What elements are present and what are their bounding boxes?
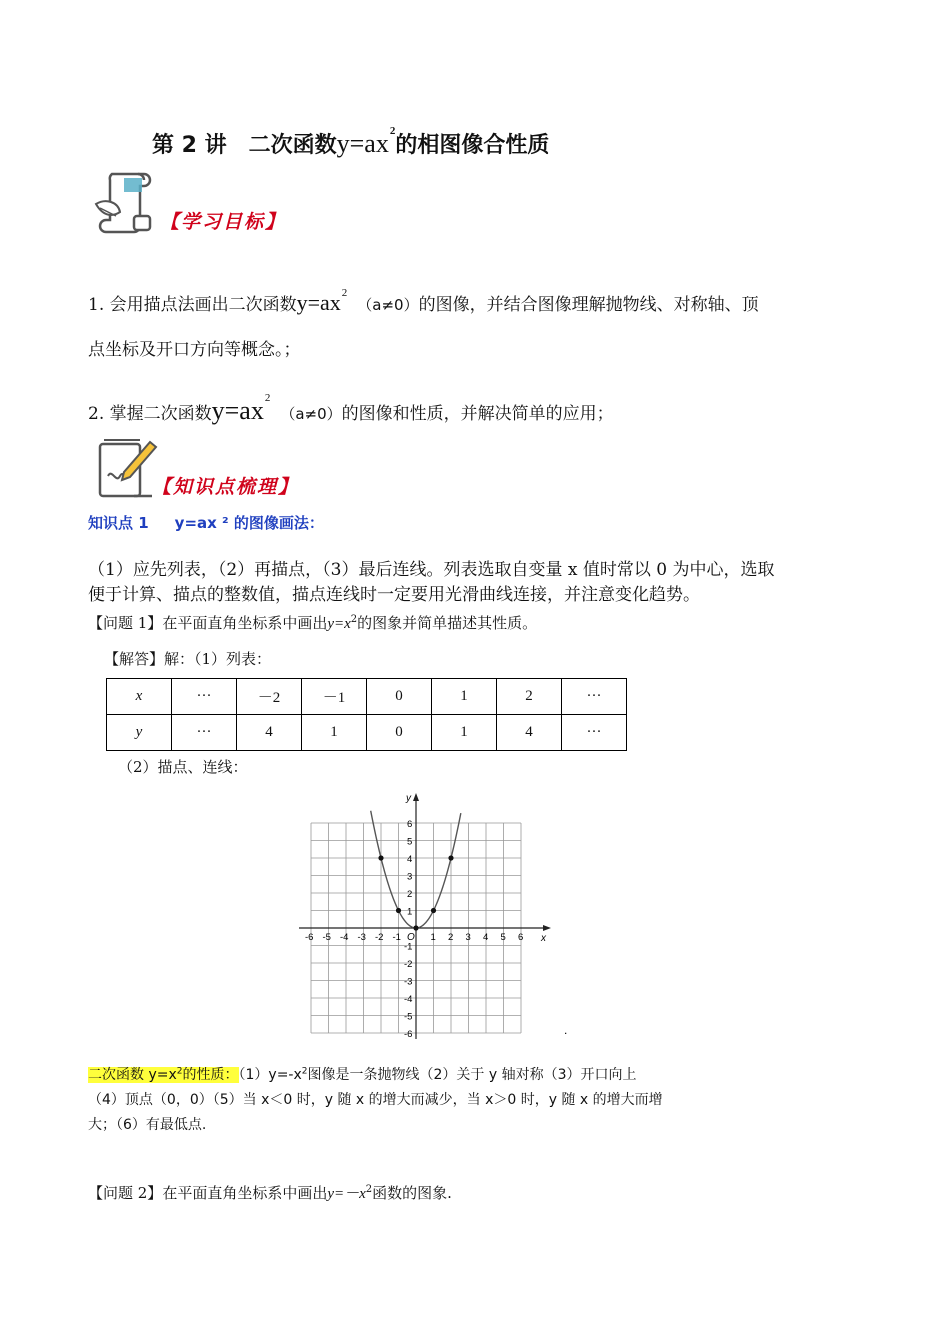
table-header-y: y — [107, 715, 172, 751]
question-1 — [88, 612, 537, 633]
properties-line-3: 大；（6）有最低点. — [88, 1117, 207, 1133]
x-tick-label: 1 — [430, 932, 436, 943]
table-cell: 1 — [302, 715, 367, 751]
goal-1-line2: 点坐标及开口方向等概念。； — [88, 340, 301, 360]
knowledge-banner: 【知识点梳理】 — [152, 476, 300, 498]
table-header-x: x — [107, 679, 172, 715]
table-cell: 4 — [497, 715, 562, 751]
y-tick-label: 2 — [407, 889, 413, 900]
goal-1-rest: 的图像，并结合图像理解抛物线、对称轴、顶 — [418, 295, 759, 315]
y-axis-arrow — [413, 793, 419, 801]
goal-2-rest: 的图像和性质，并解决简单的应用； — [341, 404, 614, 424]
goal-1-formula: y=ax — [296, 290, 341, 315]
question-2-text-b: 函数的图象. — [372, 1184, 452, 1202]
steps-line-2: 便于计算、描点的整数值，描点连线时一定要用光滑曲线连接，并注意变化趋势。 — [88, 585, 700, 605]
table-cell: －1 — [302, 679, 367, 715]
question-2-label: 【问题 2】 — [88, 1184, 163, 1202]
origin-label: O — [407, 932, 415, 943]
x-tick-label: 5 — [500, 932, 506, 943]
properties-line-1-a: （1）y=-x — [238, 1067, 302, 1083]
properties-line-1-b: 图像是一条抛物线（2）关于 y 轴对称（3）开口向上 — [307, 1067, 637, 1083]
data-point — [448, 855, 453, 860]
table-cell: 4 — [237, 715, 302, 751]
answer-text: 解：（1）列表： — [164, 650, 272, 668]
x-tick-label: -2 — [375, 932, 384, 943]
step-2-label: （2）描点、连线： — [118, 758, 248, 776]
x-tick-label: 2 — [448, 932, 454, 943]
properties-highlight-b: 的性质： — [182, 1067, 239, 1083]
y-axis-label: y — [406, 793, 411, 804]
properties-line-2: （4）顶点（0，0）（5）当 x＜0 时，y 随 x 的增大而减少，当 x＞0 时，y 随 x 的增大而增 — [88, 1092, 663, 1108]
question-2-formula: y=－x — [327, 1186, 366, 1202]
question-1-text-b: 的图象并简单描述其性质。 — [357, 614, 538, 632]
scroll-quill-icon — [90, 168, 160, 236]
data-point — [413, 925, 418, 930]
notebook-pen-icon — [94, 434, 160, 502]
answer-label: 【解答】 — [104, 650, 165, 668]
y-tick-label: -1 — [404, 941, 413, 953]
question-2-text-a: 在平面直角坐标系中画出 — [162, 1184, 328, 1202]
title-exponent: 2 — [389, 125, 396, 137]
title-prefix: 第 2 讲 二次函数 — [152, 133, 337, 158]
properties-line-1-exp: 2 — [301, 1066, 308, 1077]
question-1-formula: y=x — [327, 616, 351, 632]
x-tick-label: -1 — [392, 932, 401, 943]
parabola-graph — [296, 778, 580, 1040]
x-tick-label: -5 — [322, 932, 331, 943]
x-tick-label: -6 — [305, 932, 314, 943]
question-1-text-a: 在平面直角坐标系中画出 — [162, 614, 328, 632]
y-tick-label: -4 — [404, 994, 413, 1005]
goal-2-exponent: 2 — [264, 392, 271, 404]
y-tick-label: 5 — [407, 836, 413, 848]
learning-goals-banner: 【学习目标】 — [160, 211, 287, 233]
x-tick-label: -3 — [357, 932, 366, 943]
table-cell: 1 — [432, 715, 497, 751]
goal-2 — [88, 392, 614, 425]
y-tick-label: -3 — [404, 976, 413, 988]
y-tick-label: -6 — [404, 1029, 413, 1040]
title-suffix: 的相图像合性质 — [395, 133, 550, 158]
data-point — [396, 908, 401, 913]
x-tick-label: 6 — [518, 932, 524, 943]
question-1-label: 【问题 1】 — [88, 614, 163, 632]
y-tick-label: 4 — [407, 854, 413, 865]
table-cell: 2 — [497, 679, 562, 715]
question-1-exponent: 2 — [350, 614, 358, 625]
x-axis-label: x — [541, 933, 546, 944]
goal-1-condition: （a≠0） — [357, 296, 419, 314]
y-tick-label: -5 — [404, 1011, 413, 1023]
knowledge-point-1 — [88, 512, 324, 533]
table-cell: ··· — [562, 715, 627, 751]
goal-2-condition: （a≠0） — [280, 405, 342, 423]
x-tick-label: -4 — [340, 932, 349, 943]
y-tick-label: 1 — [407, 906, 413, 918]
table-cell: 0 — [367, 679, 432, 715]
table-row-y — [107, 715, 627, 751]
properties-highlight-exp: 2 — [176, 1066, 183, 1077]
value-table — [106, 678, 627, 751]
knowledge-point-formula: y=ax ² 的图像画法： — [174, 514, 324, 532]
table-row-x — [107, 679, 627, 715]
graph-trailing-dot: . — [564, 1023, 568, 1037]
title-formula: y=ax — [336, 129, 389, 158]
table-cell: ··· — [172, 679, 237, 715]
y-tick-label: 6 — [407, 819, 413, 830]
answer-heading — [104, 648, 271, 669]
question-2 — [88, 1182, 452, 1203]
steps-line-1: （1）应先列表，（2）再描点，（3）最后连线。列表选取自变量 x 值时常以 0 为中心，选取 — [88, 560, 775, 580]
data-point — [431, 908, 436, 913]
table-cell: ··· — [562, 679, 627, 715]
knowledge-point-label: 知识点 1 — [88, 514, 149, 532]
properties-line-1 — [88, 1064, 637, 1084]
y-tick-label: -2 — [404, 959, 413, 970]
table-cell: 0 — [367, 715, 432, 751]
properties-highlight — [88, 1067, 239, 1083]
data-point — [378, 855, 383, 860]
goal-2-prefix: 2. 掌握二次函数 — [88, 404, 212, 424]
goal-1-exponent: 2 — [341, 287, 348, 299]
table-cell: ··· — [172, 715, 237, 751]
x-axis-arrow — [543, 925, 551, 931]
page-title — [152, 125, 550, 159]
table-cell: －2 — [237, 679, 302, 715]
question-2-exponent: 2 — [365, 1184, 373, 1195]
x-tick-label: 4 — [483, 932, 489, 943]
table-cell: 1 — [432, 679, 497, 715]
goal-1-prefix: 1. 会用描点法画出二次函数 — [88, 295, 297, 315]
goal-2-formula: y=ax — [211, 396, 264, 425]
x-tick-label: 3 — [465, 932, 471, 943]
goal-1 — [88, 287, 759, 315]
properties-highlight-a: 二次函数 y=x — [88, 1067, 177, 1083]
y-tick-label: 3 — [407, 871, 413, 883]
